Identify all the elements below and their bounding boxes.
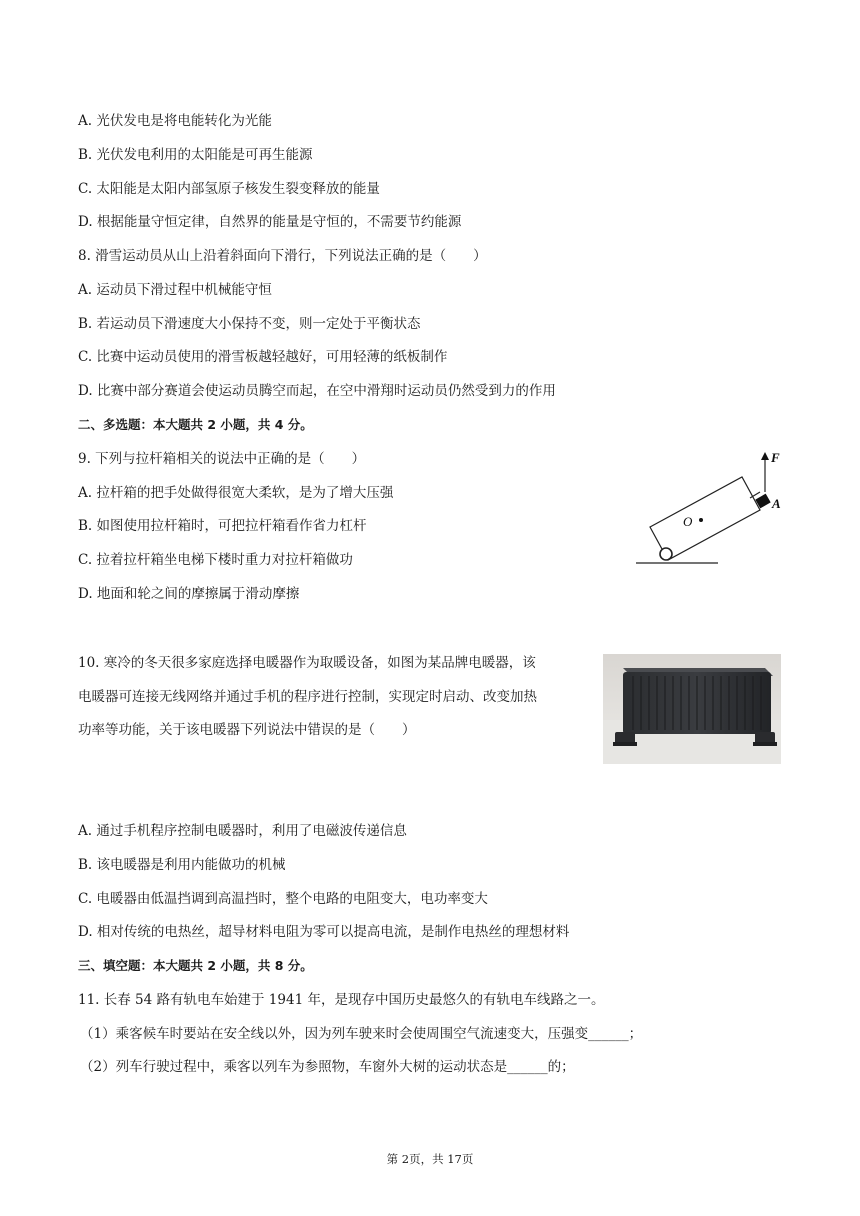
q8-option-a: A. 运动员下滑过程中机械能守恒: [78, 282, 272, 298]
q11-sub-1: （1）乘客候车时要站在安全线以外，因为列车驶来时会使周围空气流速变大，压强变______；: [80, 1026, 643, 1042]
q10-option-a: A. 通过手机程序控制电暖器时，利用了电磁波传递信息: [78, 823, 407, 839]
trolley-case-diagram: [632, 446, 792, 571]
q11-sub-2: （2）列车行驶过程中，乘客以列车为参照物，车窗外大树的运动状态是______的；: [80, 1059, 575, 1075]
q7-option-b: B. 光伏发电利用的太阳能是可再生能源: [78, 147, 313, 163]
q10-option-b: B. 该电暖器是利用内能做功的机械: [78, 857, 286, 873]
pivot-label: O: [683, 514, 693, 529]
q11-stem: 11. 长春 54 路有轨电车始建于 1941 年，是现存中国历史最悠久的有轨电车线路之一。: [78, 992, 605, 1008]
q10-option-d: D. 相对传统的电热丝，超导材料电阻为零可以提高电流，是制作电热丝的理想材料: [78, 924, 570, 940]
q9-option-b: B. 如图使用拉杆箱时，可把拉杆箱看作省力杠杆: [78, 518, 367, 534]
q9-option-c: C. 拉着拉杆箱坐电梯下楼时重力对拉杆箱做功: [78, 552, 353, 568]
section-heading-multiple-choice: 二、多选题：本大题共 2 小题，共 4 分。: [78, 417, 313, 432]
wheel: [660, 548, 672, 560]
electric-heater-photo: [603, 654, 781, 764]
pivot-dot: [699, 518, 703, 522]
q7-option-c: C. 太阳能是太阳内部氢原子核发生裂变释放的能量: [78, 181, 380, 197]
q7-option-d: D. 根据能量守恒定律，自然界的能量是守恒的，不需要节约能源: [78, 214, 462, 230]
force-arrow-head: [761, 452, 769, 460]
q8-option-c: C. 比赛中运动员使用的滑雪板越轻越好，可用轻薄的纸板制作: [78, 349, 448, 365]
q8-option-d: D. 比赛中部分赛道会使运动员腾空而起，在空中滑翔时运动员仍然受到力的作用: [78, 383, 556, 399]
q9-option-d: D. 地面和轮之间的摩擦属于滑动摩擦: [78, 586, 300, 602]
q10-option-c: C. 电暖器由低温挡调到高温挡时，整个电路的电阻变大，电功率变大: [78, 891, 488, 907]
q9-stem: 9. 下列与拉杆箱相关的说法中正确的是（ ）: [78, 451, 366, 467]
q10-stem-line-1: 10. 寒冷的冬天很多家庭选择电暖器作为取暖设备，如图为某品牌电暖器，该: [78, 655, 536, 671]
q8-option-b: B. 若运动员下滑速度大小保持不变，则一定处于平衡状态: [78, 316, 421, 332]
force-label: F: [771, 450, 780, 465]
q10-stem-line-3: 功率等功能，关于该电暖器下列说法中错误的是（ ）: [78, 722, 416, 738]
point-a-label: A: [772, 496, 781, 511]
page-footer: 第 2页，共 17页: [386, 1152, 474, 1166]
q8-stem: 8. 滑雪运动员从山上沿着斜面向下滑行，下列说法正确的是（ ）: [78, 248, 487, 264]
q7-option-a: A. 光伏发电是将电能转化为光能: [78, 113, 272, 129]
section-heading-fill-in: 三、填空题：本大题共 2 小题，共 8 分。: [78, 958, 313, 973]
q9-option-a: A. 拉杆箱的把手处做得很宽大柔软，是为了增大压强: [78, 485, 394, 501]
q10-stem-line-2: 电暖器可连接无线网络并通过手机的程序进行控制，实现定时启动、改变加热: [78, 689, 537, 705]
